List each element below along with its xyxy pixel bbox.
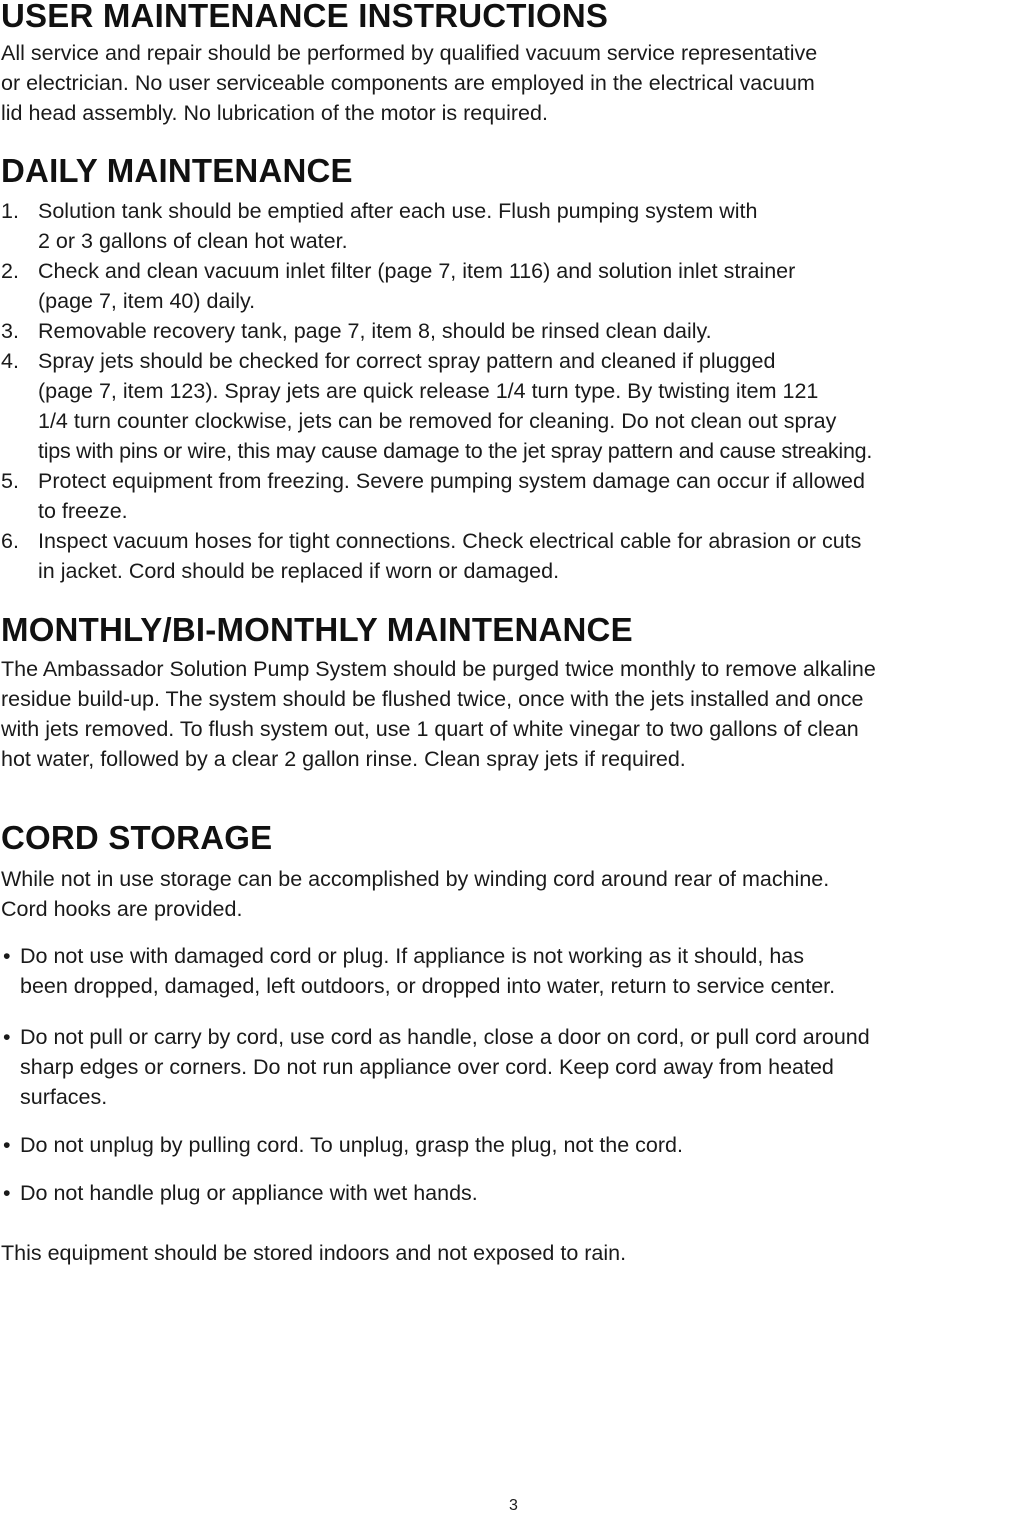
item-line: Protect equipment from freezing. Severe pumping system damage can occur if allowed bbox=[38, 469, 865, 493]
bullet-symbol: • bbox=[3, 944, 11, 968]
cord-bullet-4 bbox=[1, 1178, 1021, 1208]
monthly-maintenance-line: The Ambassador Solution Pump System should be purged twice monthly to remove alkaline bbox=[1, 657, 876, 681]
bullet-line: Do not handle plug or appliance with wet hands. bbox=[20, 1181, 478, 1205]
bullet-symbol: • bbox=[3, 1181, 11, 1205]
item-line: Check and clean vacuum inlet filter (page 7, item 116) and solution inlet strainer bbox=[38, 259, 796, 283]
bullet-line: Do not pull or carry by cord, use cord as handle, close a door on cord, or pull cord around bbox=[20, 1025, 870, 1049]
bullet-line: surfaces. bbox=[20, 1085, 108, 1109]
page-number: 3 bbox=[509, 1497, 518, 1514]
cord-storage-heading: CORD STORAGE bbox=[1, 819, 273, 856]
monthly-maintenance-heading: MONTHLY/BI-MONTHLY MAINTENANCE bbox=[1, 611, 633, 648]
item-number: 6. bbox=[1, 529, 19, 553]
item-line: 2 or 3 gallons of clean hot water. bbox=[38, 229, 348, 253]
item-line: (page 7, item 123). Spray jets are quick release 1/4 turn type. By twisting item 121 bbox=[38, 379, 819, 403]
user-maintenance-line: lid head assembly. No lubrication of the motor is required. bbox=[1, 101, 548, 125]
daily-item-5 bbox=[1, 466, 1021, 526]
cord-bullet-1 bbox=[1, 941, 1021, 1001]
bullet-line: Do not unplug by pulling cord. To unplug, grasp the plug, not the cord. bbox=[20, 1133, 683, 1157]
user-maintenance-line: All service and repair should be performed by qualified vacuum service representative bbox=[1, 41, 818, 65]
daily-item-3 bbox=[1, 316, 1021, 346]
daily-maintenance-heading: DAILY MAINTENANCE bbox=[1, 152, 353, 189]
cord-storage-line: Cord hooks are provided. bbox=[1, 897, 243, 921]
user-maintenance-heading: USER MAINTENANCE INSTRUCTIONS bbox=[1, 0, 609, 34]
daily-item-6 bbox=[1, 526, 1021, 586]
item-line: Solution tank should be emptied after each use. Flush pumping system with bbox=[38, 199, 758, 223]
item-line: Spray jets should be checked for correct spray pattern and cleaned if plugged bbox=[38, 349, 776, 373]
cord-bullet-2 bbox=[1, 1022, 1021, 1112]
monthly-maintenance-line: with jets removed. To flush system out, use 1 quart of white vinegar to two gallons of clean bbox=[1, 717, 859, 741]
bullet-symbol: • bbox=[3, 1133, 11, 1157]
bullet-line: sharp edges or corners. Do not run appliance over cord. Keep cord away from heated bbox=[20, 1055, 834, 1079]
item-line: (page 7, item 40) daily. bbox=[38, 289, 256, 313]
bullet-line: Do not use with damaged cord or plug. If appliance is not working as it should, has bbox=[20, 944, 805, 968]
user-maintenance-line: or electrician. No user serviceable components are employed in the electrical vacuum bbox=[1, 71, 815, 95]
item-number: 1. bbox=[1, 199, 19, 223]
item-line: tips with pins or wire, this may cause damage to the jet spray pattern and cause streaking. bbox=[38, 439, 873, 463]
item-number: 4. bbox=[1, 349, 19, 373]
item-line: Inspect vacuum hoses for tight connections. Check electrical cable for abrasion or cuts bbox=[38, 529, 862, 553]
bullet-symbol: • bbox=[3, 1025, 11, 1049]
item-number: 2. bbox=[1, 259, 19, 283]
daily-item-2 bbox=[1, 256, 1021, 316]
item-number: 5. bbox=[1, 469, 19, 493]
monthly-maintenance-line: hot water, followed by a clear 2 gallon rinse. Clean spray jets if required. bbox=[1, 747, 686, 771]
daily-item-1 bbox=[1, 196, 1021, 256]
cord-storage-line: While not in use storage can be accomplished by winding cord around rear of machine. bbox=[1, 867, 830, 891]
cord-storage-closing: This equipment should be stored indoors and not exposed to rain. bbox=[1, 1241, 627, 1265]
item-line: Removable recovery tank, page 7, item 8, should be rinsed clean daily. bbox=[38, 319, 712, 343]
item-number: 3. bbox=[1, 319, 19, 343]
item-line: 1/4 turn counter clockwise, jets can be removed for cleaning. Do not clean out spray bbox=[38, 409, 837, 433]
bullet-line: been dropped, damaged, left outdoors, or dropped into water, return to service center. bbox=[20, 974, 836, 998]
cord-bullet-3 bbox=[1, 1130, 1021, 1160]
daily-item-4 bbox=[1, 346, 1027, 466]
monthly-maintenance-line: residue build-up. The system should be flushed twice, once with the jets installed and once bbox=[1, 687, 864, 711]
item-line: to freeze. bbox=[38, 499, 128, 523]
item-line: in jacket. Cord should be replaced if worn or damaged. bbox=[38, 559, 560, 583]
